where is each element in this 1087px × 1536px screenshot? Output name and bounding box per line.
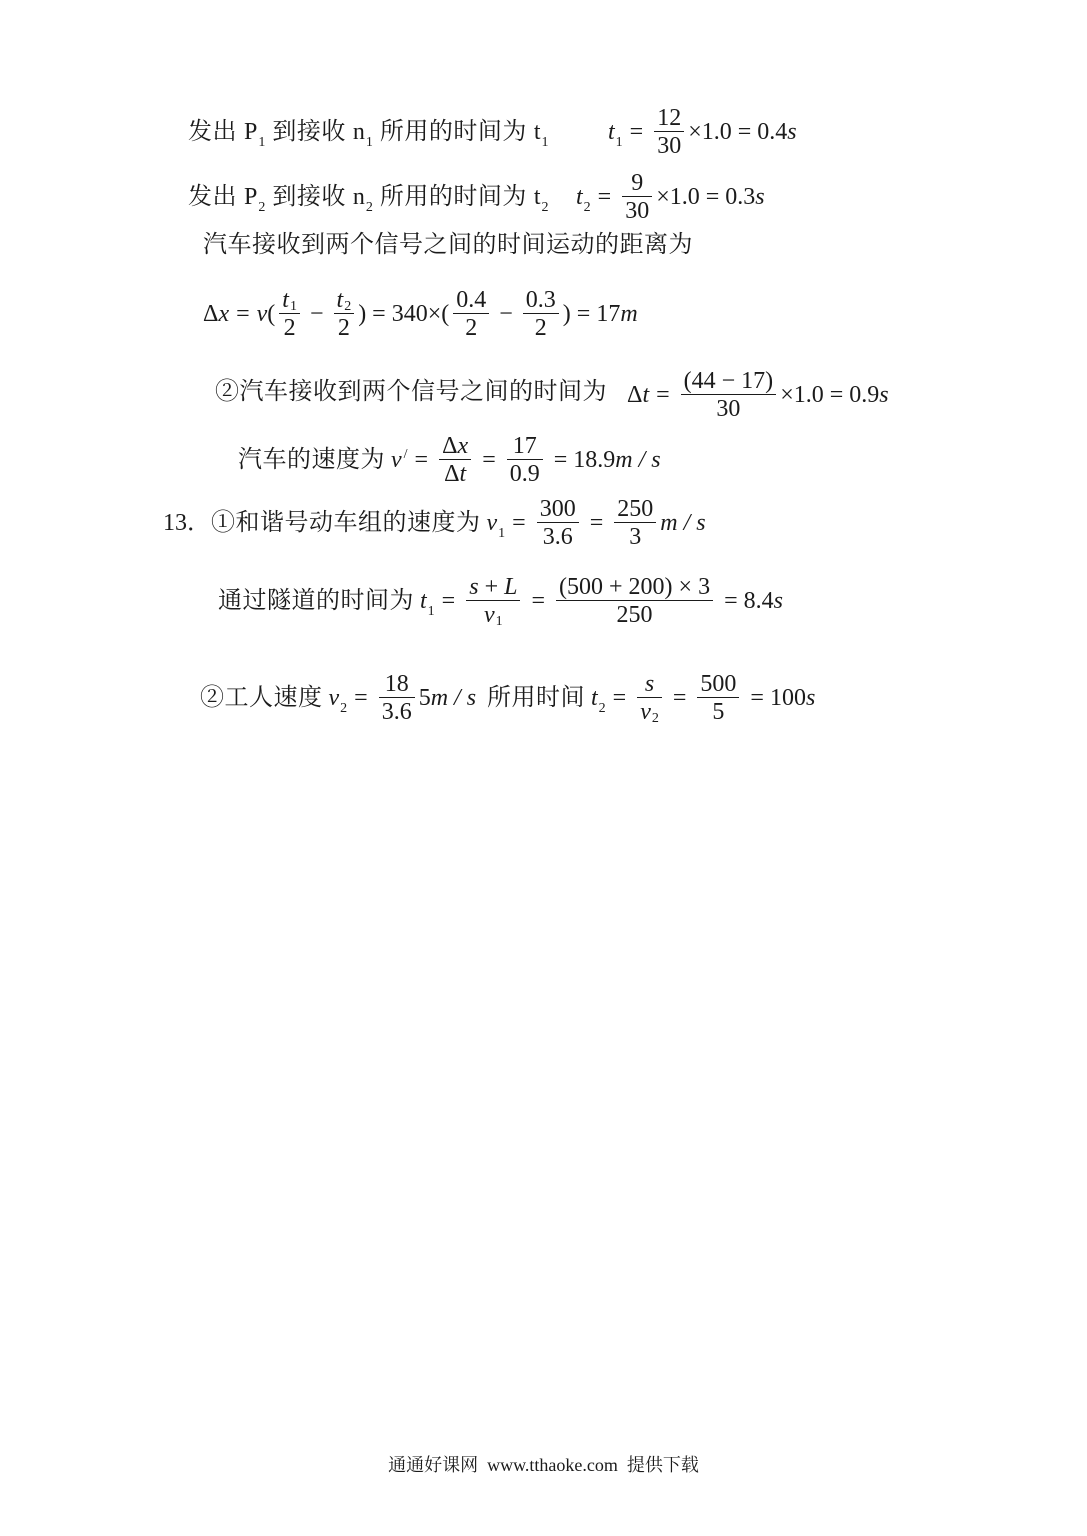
fraction-numerator: [279, 286, 300, 314]
equals-sign: =: [612, 685, 627, 711]
velocity-subscript: 2: [340, 701, 348, 716]
equals-sign: =: [236, 301, 250, 327]
v1-symbol: [486, 508, 506, 541]
fraction-denominator: 2: [337, 315, 350, 341]
unit-seconds: s: [755, 184, 765, 210]
unit-seconds: s: [805, 685, 816, 711]
equals-sign: =: [441, 588, 456, 614]
speed-result: = 18.9: [553, 447, 616, 473]
fraction-numerator: 12: [654, 104, 684, 132]
q13-worker-speed: [200, 666, 476, 730]
equals-sign: =: [597, 184, 612, 210]
equals-sign: =: [531, 588, 546, 614]
worker-time-result: = 100: [750, 685, 806, 711]
fraction-dx-over-dt: [439, 432, 471, 488]
interval-statement: [215, 360, 607, 424]
numerator-subscript: 1: [289, 298, 297, 314]
unit-seconds: s: [773, 588, 783, 614]
equals-sign: =: [656, 382, 670, 408]
t1-prefix-text: 发出: [188, 119, 237, 145]
q12-t1-statement: [188, 100, 549, 164]
fraction-17-over-0.9: [507, 432, 543, 488]
q13-tunnel-time-line: [218, 569, 783, 633]
t1-product-result: ×1.0 = 0.4: [688, 119, 788, 145]
closing-result: ) = 17: [562, 301, 621, 327]
t2-suffix-text: 所用的时间为: [379, 184, 527, 210]
fraction-denominator: 30: [657, 133, 682, 159]
fraction-denominator: 2: [534, 315, 547, 341]
fraction-s-plus-L-over-v1: [466, 573, 520, 629]
fraction-300-over-3.6: [537, 495, 579, 551]
t2-symbol: [591, 683, 606, 716]
echo-letter: n: [352, 119, 365, 145]
fraction-500-over-5: [697, 670, 739, 726]
numerator-variable: x: [457, 432, 469, 459]
fraction-denominator: 3.6: [381, 699, 412, 725]
time-subscript: 1: [427, 604, 435, 619]
distance-s: s: [469, 573, 479, 600]
fraction-0.4-over-2: [453, 286, 489, 342]
fraction-12-over-30: [654, 104, 684, 160]
pulse-subscript: 1: [258, 135, 266, 150]
equals-sign: =: [589, 510, 604, 536]
velocity-letter: v: [391, 447, 402, 473]
numerator-letter: t: [282, 286, 289, 313]
t2-prefix-text: 发出: [188, 184, 237, 210]
pulse-p2-symbol: [244, 182, 266, 215]
delta-symbol: Δ: [442, 432, 458, 459]
time-subscript: 2: [598, 701, 606, 716]
t1-symbol: [420, 586, 435, 619]
t2-variable: [576, 182, 591, 215]
fraction-numerator: 17: [507, 432, 543, 460]
pulse-p1-symbol: [244, 117, 266, 150]
fraction-250-over-3: [614, 495, 656, 551]
equals-sign: =: [354, 685, 368, 711]
q13-worker-time: [487, 666, 815, 730]
fraction-denominator: 5: [712, 699, 725, 725]
numerator-letter: t: [336, 286, 344, 313]
fraction-numerator: 9: [622, 169, 652, 197]
velocity-letter: v: [328, 685, 340, 711]
interval-text: ②汽车接收到两个信号之间的时间为: [215, 379, 607, 405]
sound-speed-variable: v: [256, 301, 268, 327]
fraction-denominator: 2: [283, 315, 296, 341]
equals-sign: =: [482, 447, 496, 473]
minus-sign: −: [499, 301, 513, 327]
distance-s: s: [644, 670, 655, 697]
footer-text: 通通好课网 www.tthaoke.com 提供下载: [388, 1455, 699, 1475]
echo-n2-symbol: [352, 182, 373, 215]
echo-letter: n: [352, 184, 365, 210]
unit-meters: m: [620, 301, 638, 327]
time-letter: t: [533, 184, 541, 210]
fraction-numerator: [466, 573, 520, 601]
equals-sign: =: [414, 447, 429, 473]
fraction-denominator: [466, 601, 520, 629]
delta-symbol: Δ: [444, 461, 460, 487]
fraction-numerator: [439, 432, 471, 460]
velocity-letter: v: [484, 602, 495, 628]
train-speed-text: ①和谐号动车组的速度为: [211, 510, 481, 536]
car-speed-line: [238, 428, 661, 492]
unit-meters-per-second: m / s: [660, 510, 706, 536]
worker-time-label: 所用时间: [487, 685, 585, 711]
fraction-700x3-over-250: [556, 573, 713, 629]
tunnel-time-result: = 8.4: [724, 588, 774, 614]
time-subscript: 1: [541, 135, 549, 150]
fraction-denominator: [637, 698, 662, 726]
pulse-subscript: 2: [258, 200, 266, 215]
length-L: L: [504, 573, 518, 600]
t2-product-result: ×1.0 = 0.3: [656, 184, 756, 210]
fraction-numerator: (500 + 200) × 3: [556, 573, 713, 601]
t2-middle-text: 到接收: [272, 184, 346, 210]
fraction-denominator: [439, 460, 471, 488]
fraction-numerator: 250: [614, 495, 656, 523]
time-letter: t: [420, 588, 427, 614]
fraction-t2-over-2: [334, 286, 355, 342]
worker-speed-label: ②工人速度: [200, 685, 323, 711]
fraction-denominator: 3: [629, 524, 642, 550]
fraction-s-over-v2: [637, 670, 662, 726]
echo-subscript: 2: [365, 200, 373, 215]
echo-n1-symbol: [352, 117, 373, 150]
fraction-denominator: 0.9: [509, 461, 540, 487]
variable-subscript: 1: [615, 135, 623, 150]
unit-meters-per-second: m / s: [430, 685, 477, 711]
fraction-numerator: 0.3: [523, 286, 559, 314]
t1-variable: [608, 117, 623, 150]
time-variable: t: [642, 382, 650, 408]
fraction-denominator: 250: [616, 602, 653, 628]
fraction-numerator: 18: [379, 670, 415, 698]
time-letter: t: [591, 685, 598, 711]
velocity-subscript: 2: [651, 711, 659, 726]
worker-speed-value: 5: [418, 685, 431, 711]
equals-sign: =: [512, 510, 526, 536]
unit-seconds: s: [879, 382, 889, 408]
unit-seconds: s: [787, 119, 797, 145]
fraction-denominator: 2: [465, 315, 478, 341]
variable-letter: t: [608, 119, 615, 145]
v2-symbol: [328, 683, 348, 716]
displacement-variable: x: [218, 301, 230, 327]
variable-letter: t: [576, 184, 583, 210]
fraction-denominator: 3.6: [542, 524, 573, 550]
equals-sign: =: [629, 119, 644, 145]
time-t1-symbol: [533, 117, 549, 150]
minus-sign: −: [309, 301, 324, 327]
unit-meters-per-second: m / s: [615, 447, 661, 473]
middle-expression: ) = 340×(: [358, 301, 450, 327]
fraction-numerator: 500: [697, 670, 739, 698]
fraction-18-over-3.6: [379, 670, 415, 726]
t1-suffix-text: 所用的时间为: [379, 119, 527, 145]
velocity-subscript: 1: [498, 526, 506, 541]
velocity-letter: v: [486, 510, 498, 536]
fraction-numerator: [637, 670, 662, 698]
interval-formula: [627, 363, 889, 427]
page-footer: [0, 1433, 1087, 1497]
fraction-numerator: 0.4: [453, 286, 489, 314]
q13-train-speed-line: [163, 491, 706, 555]
fraction-numerator: (44 − 17): [681, 367, 777, 395]
fraction-denominator: 30: [716, 396, 741, 422]
open-paren: (: [267, 301, 276, 327]
pulse-letter: P: [244, 184, 258, 210]
prime-mark: /: [403, 447, 408, 462]
fraction-44-minus-17-over-30: [681, 367, 777, 423]
fraction-0.3-over-2: [523, 286, 559, 342]
fraction-t1-over-2: [279, 286, 300, 342]
delta-symbol: Δ: [627, 382, 643, 408]
equals-sign: =: [672, 685, 687, 711]
distance-label-line: [203, 213, 693, 277]
interval-product-result: ×1.0 = 0.9: [780, 382, 880, 408]
fraction-numerator: [334, 286, 355, 314]
v-prime-symbol: [391, 445, 408, 475]
car-speed-text: 汽车的速度为: [238, 447, 385, 473]
distance-equation: [203, 282, 638, 346]
question-number: 13．: [163, 510, 211, 536]
numerator-subscript: 2: [344, 298, 352, 314]
fraction-denominator: 30: [625, 198, 650, 224]
t1-middle-text: 到接收: [272, 119, 346, 145]
time-letter: t: [533, 119, 541, 145]
time-t2-symbol: [533, 182, 549, 215]
t1-formula: [608, 100, 797, 164]
tunnel-time-text: 通过隧道的时间为: [218, 588, 414, 614]
velocity-letter: v: [640, 699, 651, 725]
time-subscript: 2: [541, 200, 549, 215]
velocity-subscript: 1: [495, 614, 503, 629]
pulse-letter: P: [244, 119, 258, 145]
denominator-variable: t: [459, 461, 467, 487]
delta-symbol: Δ: [203, 301, 219, 327]
fraction-numerator: 300: [537, 495, 579, 523]
distance-label-text: 汽车接收到两个信号之间的时间运动的距离为: [203, 232, 693, 258]
variable-subscript: 2: [583, 200, 591, 215]
plus-sign: +: [484, 573, 499, 600]
echo-subscript: 1: [365, 135, 373, 150]
